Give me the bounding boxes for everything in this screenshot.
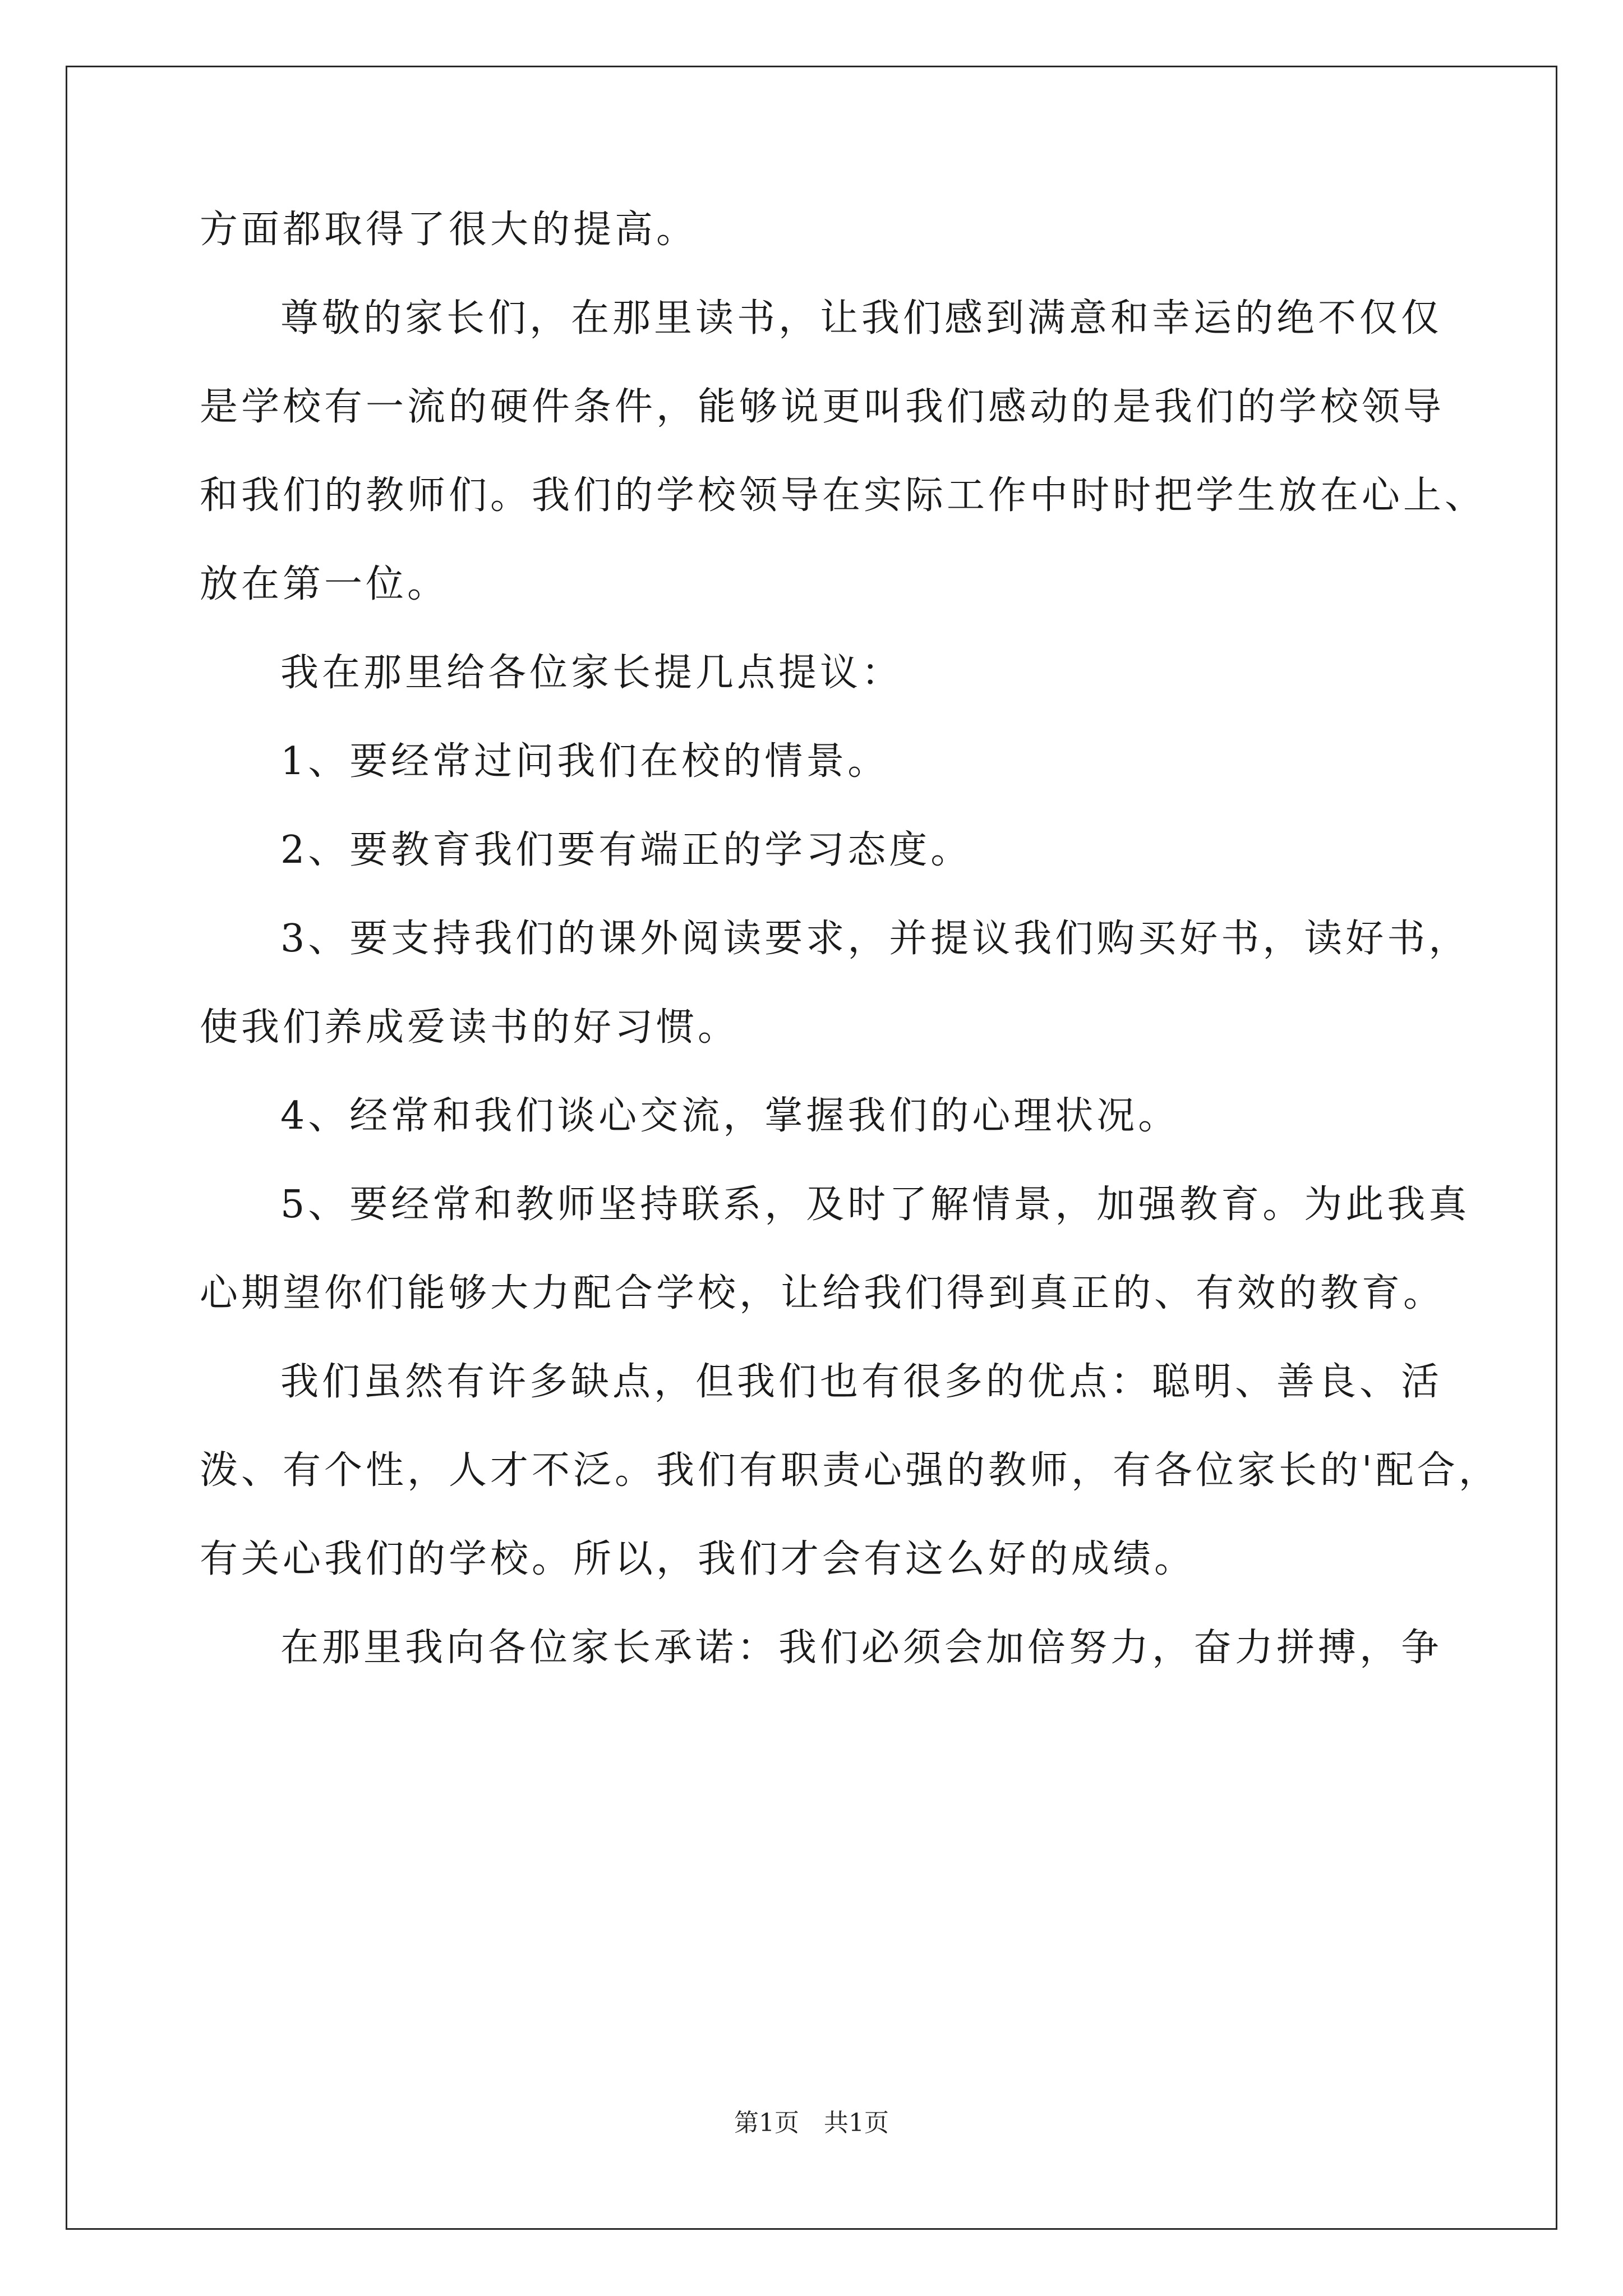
text-line-17: 在那里我向各位家长承诺：我们必须会加倍努力，奋力拼搏，争 (280, 1626, 1443, 1670)
text-line-16: 有关心我们的学校。所以，我们才会有这么好的成绩。 (200, 1537, 1196, 1581)
text-line-4: 和我们的教师们。我们的学校领导在实际工作中时时把学生放在心上、 (200, 473, 1487, 518)
text-line-5: 放在第一位。 (200, 562, 449, 606)
text-line-15: 泼、有个性，人才不泛。我们有职责心强的教师，有各位家长的'配合， (200, 1448, 1500, 1493)
text-line-1: 方面都取得了很大的提高。 (200, 208, 698, 252)
text-line-8: 2、要教育我们要有端正的学习态度。 (280, 828, 972, 872)
text-line-13: 心期望你们能够大力配合学校，让给我们得到真正的、有效的教育。 (200, 1271, 1445, 1315)
text-line-7: 1、要经常过问我们在校的情景。 (280, 739, 889, 784)
text-line-2: 尊敬的家长们，在那里读书，让我们感到满意和幸运的绝不仅仅 (280, 296, 1443, 341)
text-line-10: 使我们养成爱读书的好习惯。 (200, 1005, 740, 1050)
text-line-9: 3、要支持我们的课外阅读要求，并提议我们购买好书，读好书， (280, 917, 1470, 961)
text-line-3: 是学校有一流的硬件条件，能够说更叫我们感动的是我们的学校领导 (200, 385, 1445, 429)
page-number-footer: 第1页 共1页 (734, 2109, 889, 2137)
text-line-11: 4、经常和我们谈心交流，掌握我们的心理状况。 (280, 1094, 1180, 1138)
text-line-12: 5、要经常和教师坚持联系，及时了解情景，加强教育。为此我真 (280, 1182, 1470, 1227)
text-line-6: 我在那里给各位家长提几点提议： (280, 651, 903, 695)
text-line-14: 我们虽然有许多缺点，但我们也有很多的优点：聪明、善良、活 (280, 1360, 1443, 1404)
